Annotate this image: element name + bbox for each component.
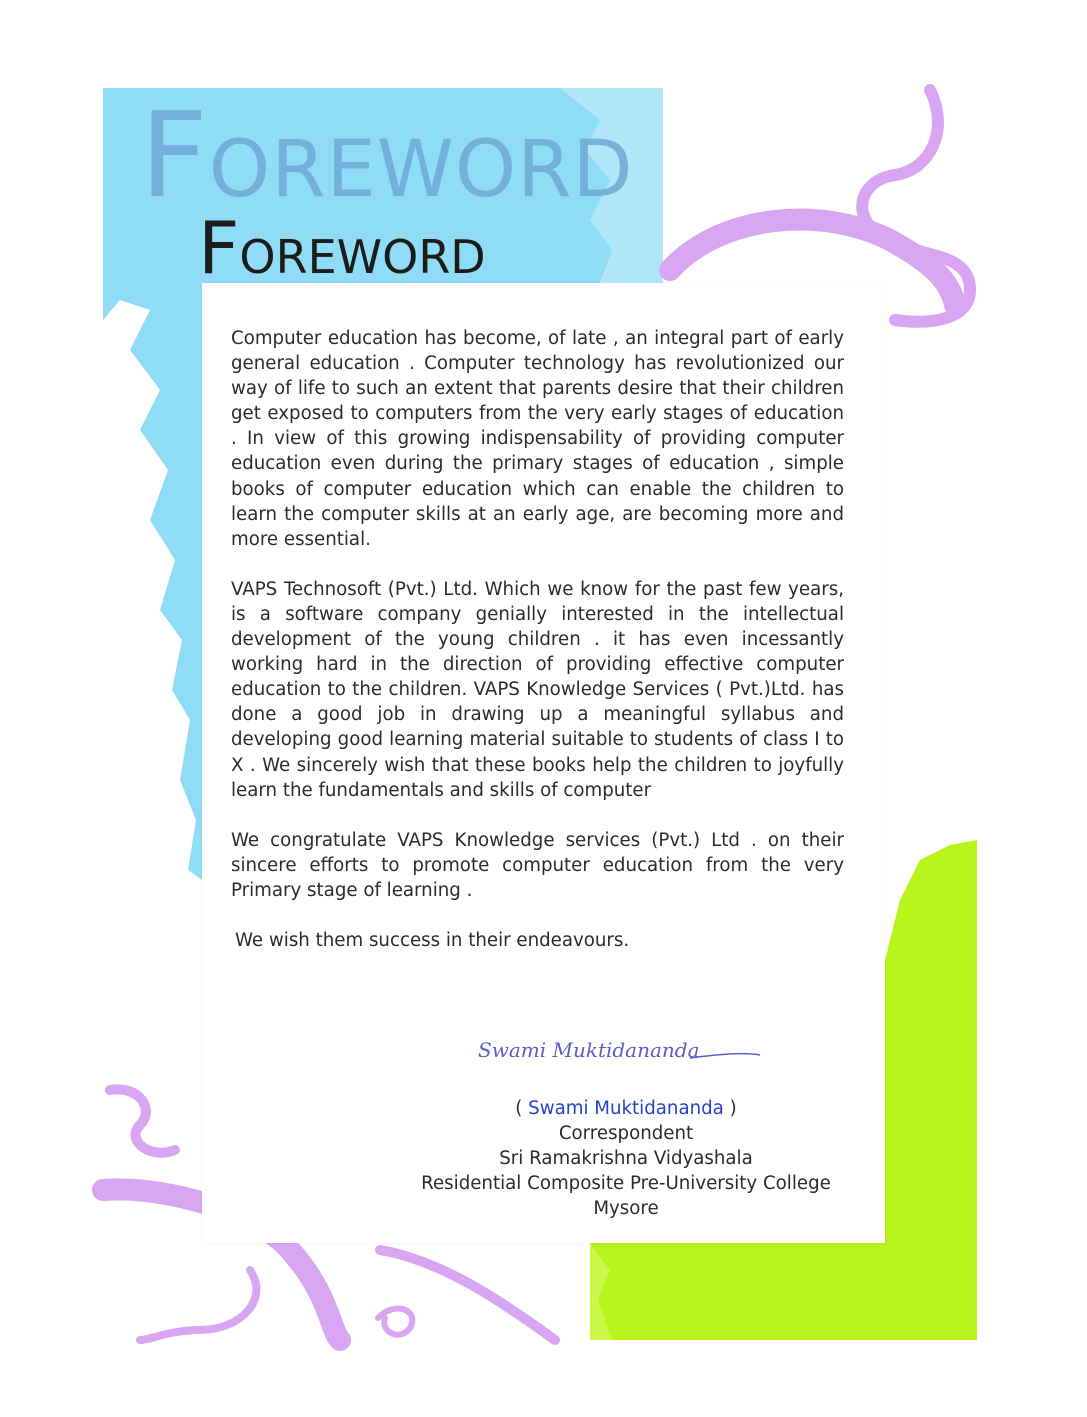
paragraph-1: Computer education has become, of late , an integral part of early general education . Computer technology has revolutionized our way of life to such an extent that parents desire that their children get exposed to computers from the very early stages of education . In view of this growing indispensability of providing computer education even during the primary stages of education , simple books of computer education which can enable the children to learn the computer skills at an early age, are becoming more and more essential. xyxy=(231,328,844,550)
city-name: Mysore xyxy=(593,1198,659,1219)
institution-name: Sri Ramakrishna Vidyashala xyxy=(499,1148,753,1169)
paragraph-2: VAPS Technosoft (Pvt.) Ltd. Which we know for the past few years, is a software company genially interested in the intellectual development of the young children . it has even incessantly working hard in the direction of providing effective computer education to the children. VAPS Knowledge Services ( Pvt.)Ltd. has done a good job in drawing up a meaningful syllabus and developing good learning material suitable to students of class I to X . We sincerely wish that these books help the children to joyfully learn the fundamentals and skills of computer xyxy=(231,578,844,801)
signature-underline xyxy=(690,1054,760,1058)
college-name: Residential Composite Pre-University College xyxy=(421,1173,831,1194)
title-cap: F xyxy=(198,206,240,290)
signature-block xyxy=(403,1096,849,1221)
watermark-rest: OREWORD xyxy=(208,125,634,215)
paragraph-3: We congratulate VAPS Knowledge services (Pvt.) Ltd . on their sincere efforts to promote computer education from the very Primary stage of learning . xyxy=(231,829,844,901)
signatory-line xyxy=(403,1096,849,1121)
signatory-role: Correspondent xyxy=(558,1123,694,1144)
watermark-cap: F xyxy=(140,86,209,224)
signatory-name: Swami Muktidananda xyxy=(528,1098,724,1119)
handwritten-signature: Swami Muktidananda xyxy=(478,1038,700,1062)
close-paren: ) xyxy=(729,1098,737,1119)
title-rest: OREWORD xyxy=(239,230,486,284)
open-paren: ( xyxy=(515,1098,523,1119)
closing-line: We wish them success in their endeavours. xyxy=(235,929,630,951)
